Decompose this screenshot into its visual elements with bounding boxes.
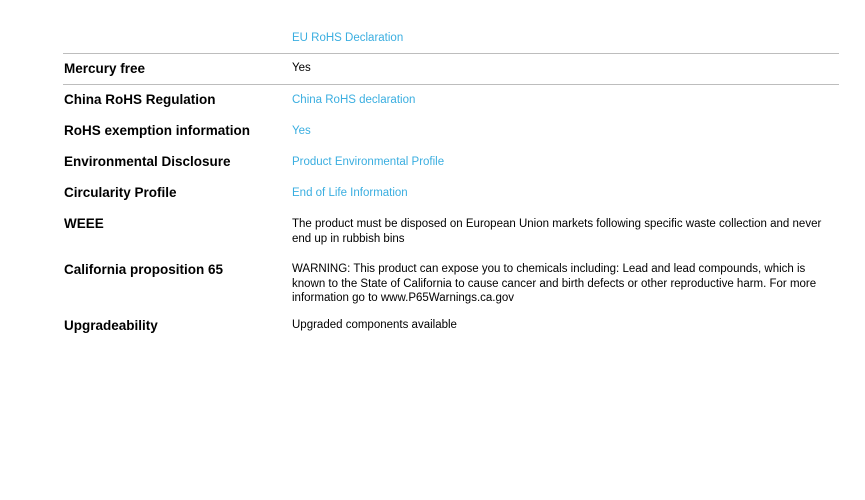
row-value-mercury-free: Yes [292,62,311,74]
row-value-upgradeability: Upgraded components available [292,319,457,331]
row-value-weee: The product must be disposed on European Union markets following specific waste collection and never end up in rubbish bins [292,218,822,245]
rohs-exemption-yes-link[interactable]: Yes [292,125,311,137]
row-label-upgradeability: Upgradeability [64,318,158,333]
divider [63,53,839,54]
row-label-california-proposition-65: California proposition 65 [64,262,224,277]
row-label-weee: WEEE [64,216,104,231]
eu-rohs-declaration-link[interactable]: EU RoHS Declaration [292,32,404,44]
divider [63,84,839,85]
china-rohs-declaration-link[interactable]: China RoHS declaration [292,94,416,106]
row-label-circularity-profile: Circularity Profile [64,185,177,200]
row-value-california-proposition-65: WARNING: This product can expose you to chemicals including: Lead and lead compounds, which is known to the State of California to cause cancer and birth defects or other reproductive harm. For more information go to www.P65Warnings.ca.gov [292,263,817,304]
row-label-china-rohs-regulation: China RoHS Regulation [64,92,216,107]
product-environmental-profile-link[interactable]: Product Environmental Profile [292,156,445,168]
end-of-life-information-link[interactable]: End of Life Information [292,187,408,199]
row-label-mercury-free: Mercury free [64,61,146,76]
row-label-rohs-exemption-information: RoHS exemption information [64,123,251,138]
row-label-environmental-disclosure: Environmental Disclosure [64,154,231,169]
